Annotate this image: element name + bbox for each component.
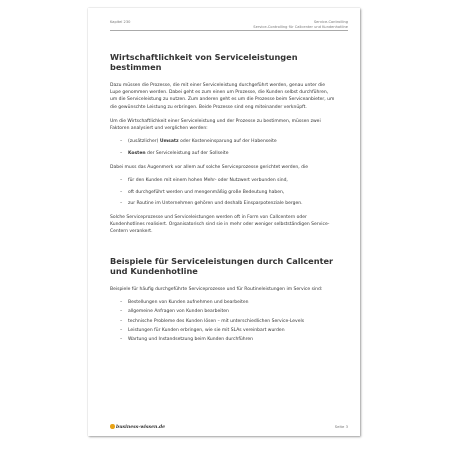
series-label: Service-Controlling: [313, 20, 348, 24]
list-item: – (zusätzlicher) Umsatz oder Kosteneinsparung auf der Habenseite: [110, 139, 336, 145]
paragraph: Um die Wirtschaftlichkeit einer Serviceleistung und der Prozesse zu bestimmen, müssen zwei Faktoren analysiert und verglichen werden:: [110, 118, 321, 132]
paragraph: Solche Serviceprozesse und Serviceleistungen werden oft in Form von Callcentern oder Kundenhotlines realisiert. Organisatorisch sind sie in mehr oder weniger selbstständigen Service-Centern verankert.: [110, 214, 330, 235]
factor-list: [110, 139, 336, 156]
chapter-label: Kapitel 230: [110, 20, 131, 24]
list-item: – technische Probleme des Kunden lösen – mit unterschiedlichen Service-Levels: [110, 319, 336, 325]
list-item: – zur Routine im Unternehmen gehören und deshalb Einsparpotenziale bergen.: [110, 201, 336, 207]
list-item: – Wartung und Instandsetzung beim Kunden durchführen: [110, 337, 336, 343]
section-heading-1: Wirtschaftlichkeit von Serviceleistungen bestimmen: [110, 52, 298, 72]
list-item: – Bestellungen von Kunden aufnehmen und bearbeiten: [110, 300, 336, 306]
brand-logo[interactable]: business-wissen.de: [110, 424, 165, 430]
logo-dot-icon: [110, 424, 115, 429]
list-item: – oft durchgeführt werden und mengenmäßig große Bedeutung haben,: [110, 190, 336, 196]
list-item: – allgemeine Anfragen von Kunden bearbeiten: [110, 309, 336, 315]
paragraph: Beispiele für häufig durchgeführte Serviceprozesse und für Routineleistungen im Service sind:: [110, 286, 323, 292]
document-page: [88, 8, 360, 436]
criteria-list: [110, 178, 336, 207]
header-subtitle: Service-Controlling für Callcenter und Kundenhotline: [253, 24, 348, 29]
list-item: – Leistungen für Kunden erbringen, wie sie mit SLAs vereinbart wurden: [110, 328, 336, 334]
page-number: Seite 3: [334, 424, 348, 429]
paragraph: Dazu müssen die Prozesse, die mit einer Serviceleistung durchgeführt werden, genau unter die Lupe genommen werden. Dabei geht es zum einen um Prozesse, die Kunden selbst durchführen, um die Serviceleistung zu nutzen. Zum anderen geht es um die Prozesse beim Serviceanbieter, um die gewünschte Leistung zu erbringen. Beide Prozesse sind eng miteinander verknüpft.: [110, 83, 335, 110]
page-content: [110, 52, 336, 350]
list-item: – Kosten der Serviceleistung auf der Sollseite: [110, 151, 336, 157]
paragraph: Dabei muss das Augenmerk vor allem auf solche Serviceprozesse gerichtet werden, die: [110, 164, 308, 170]
header-divider: [110, 30, 348, 31]
examples-list: [110, 300, 336, 343]
list-item: – für den Kunden mit einem hohen Mehr- oder Nutzwert verbunden sind,: [110, 178, 336, 184]
section-heading-2: Beispiele für Serviceleistungen durch Callcenter und Kundenhotline: [110, 255, 334, 276]
header-right: [253, 20, 348, 30]
